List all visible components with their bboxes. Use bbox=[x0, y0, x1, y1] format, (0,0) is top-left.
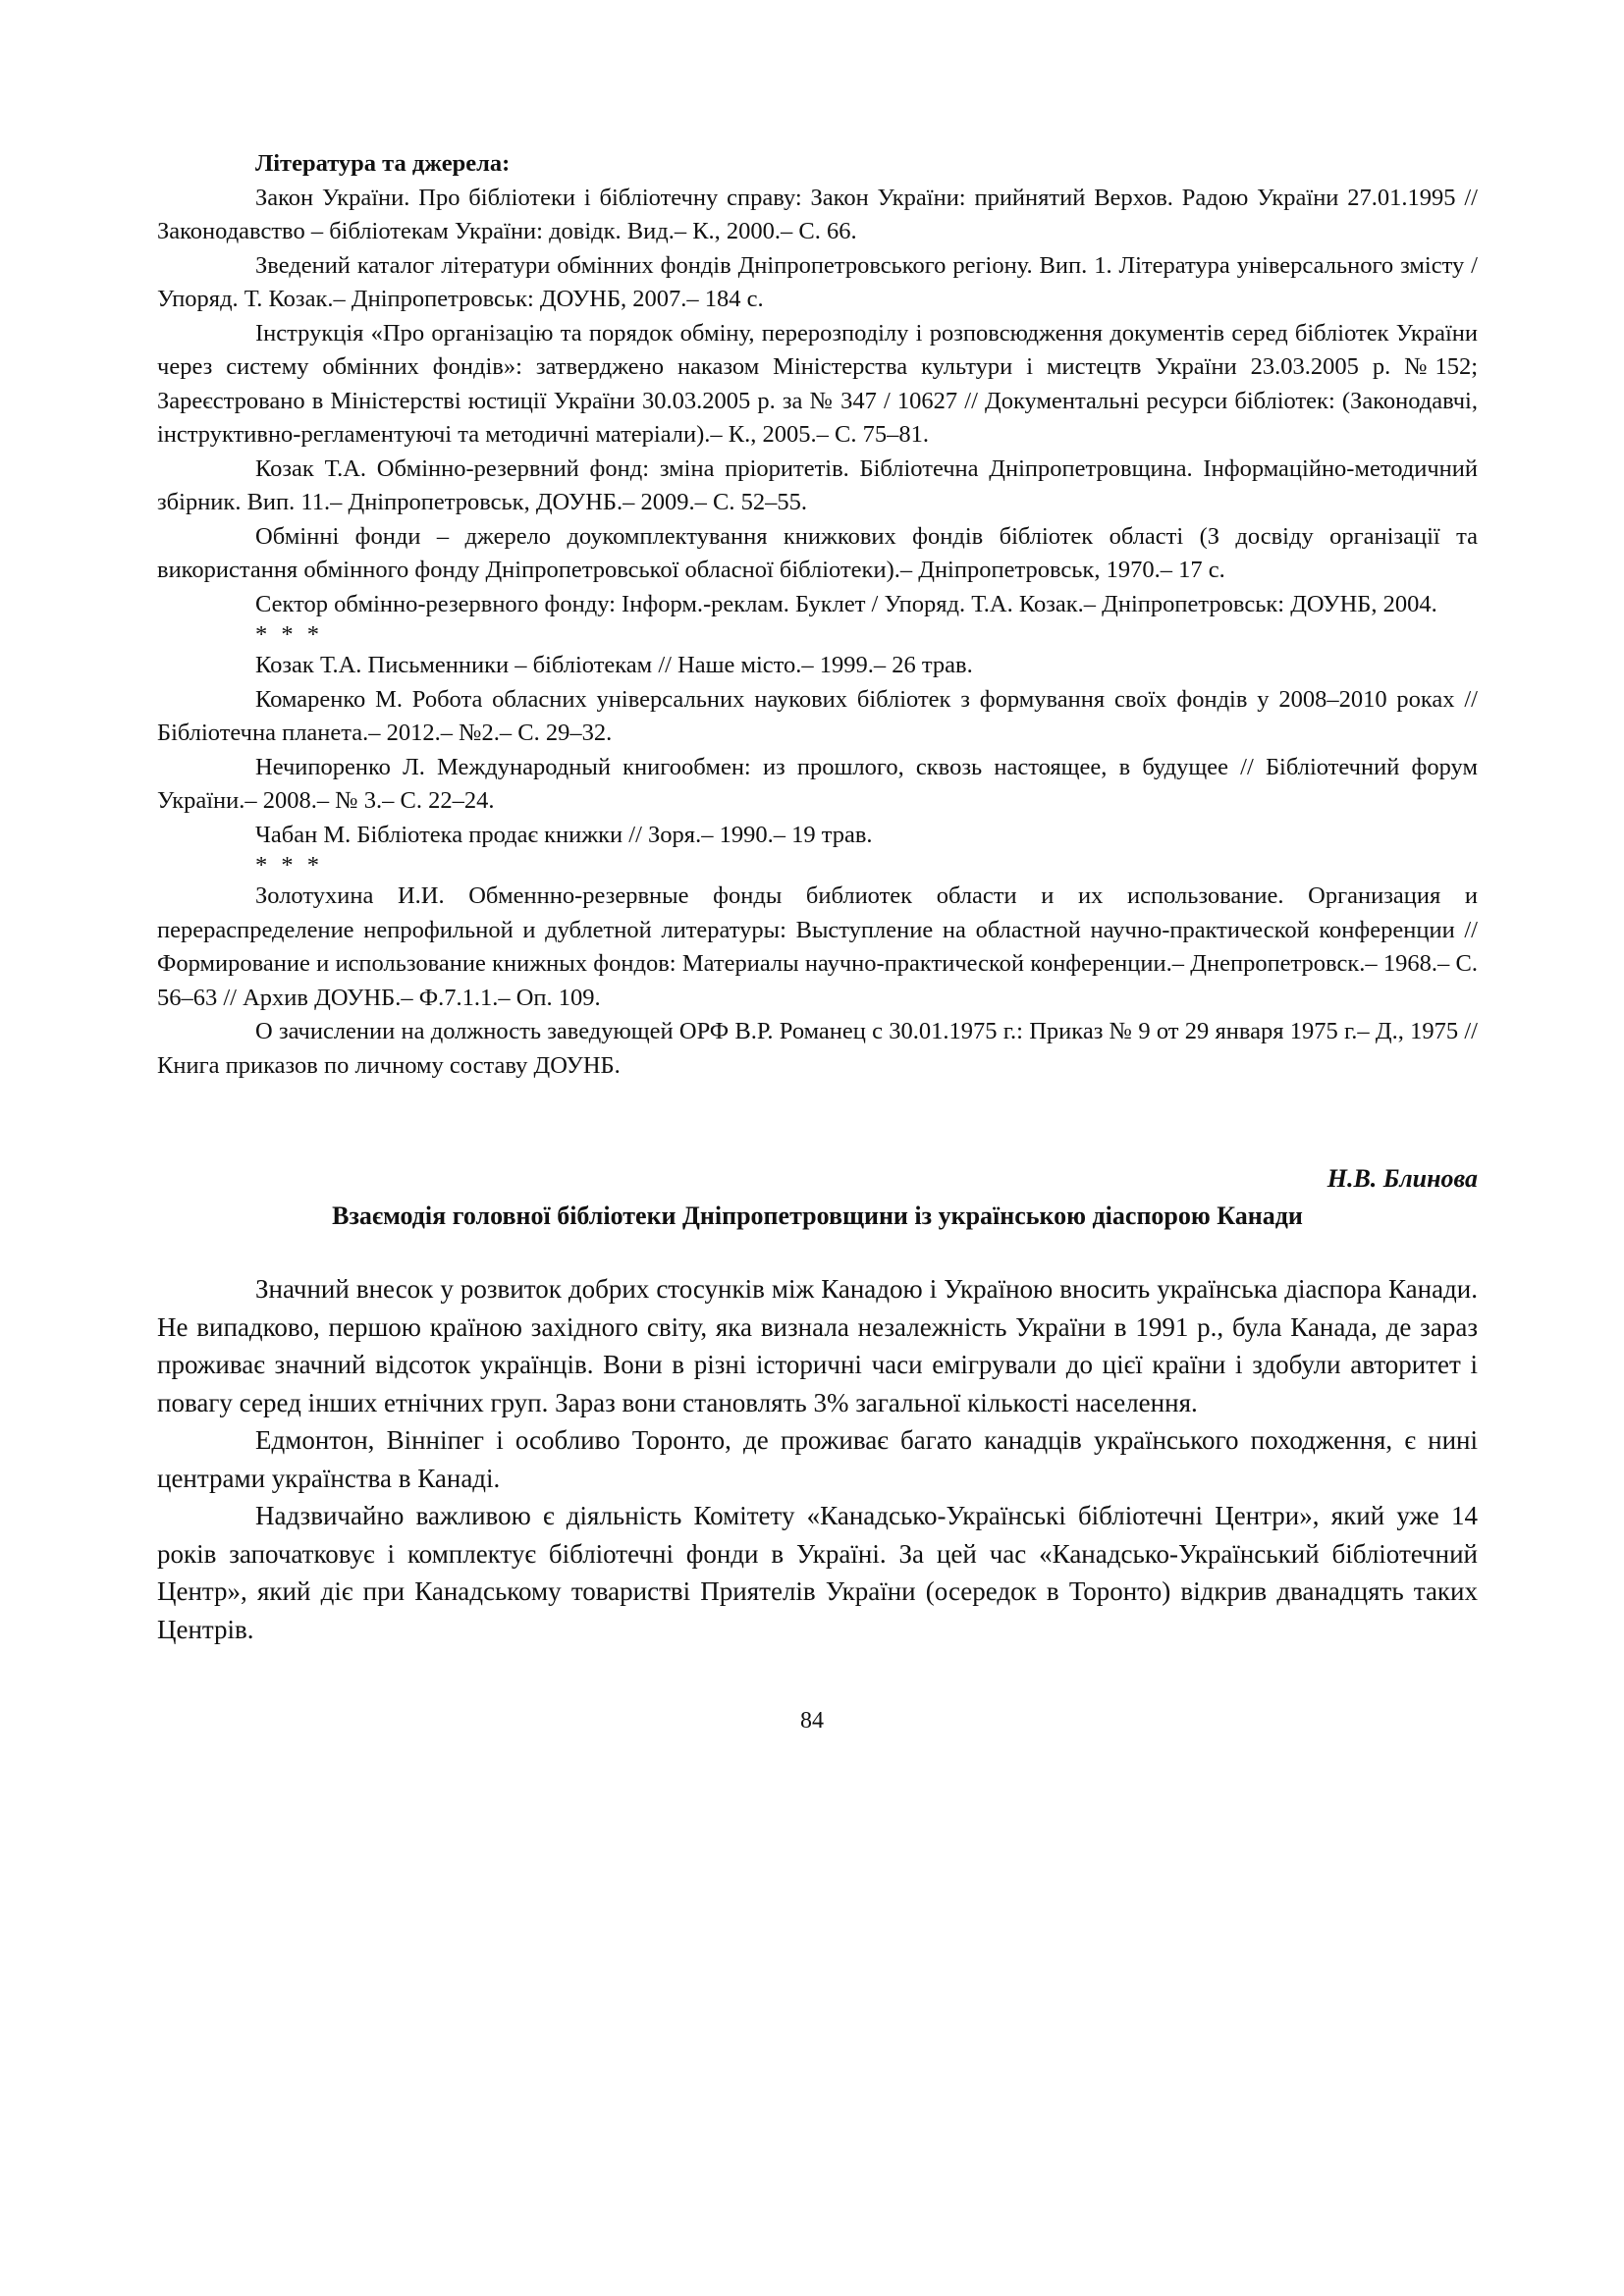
section-separator: * * * bbox=[255, 621, 323, 648]
reference-item: Золотухина И.И. Обменнно-резервные фонды библиотек области и их использование. Организация и перераспределение непрофильной и дублетной литературы: Выступление на областной научно-практической конференции // Формирование и использование книжных фондов: Материалы научно-практической конференции.– Днепропетровск.– 1968.– С. 56–63 // Архив ДОУНБ.– Ф.7.1.1.– Оп. 109. bbox=[157, 882, 1478, 1011]
reference-item: Сектор обмінно-резервного фонду: Інформ.-реклам. Буклет / Упоряд. Т.А. Козак.– Дніпропетровськ: ДОУНБ, 2004. bbox=[255, 590, 1437, 617]
article-body bbox=[157, 1270, 1478, 1648]
reference-item: Інструкція «Про організацію та порядок обміну, перерозподілу і розповсюдження документів серед бібліотек України через систему обмінних фондів»: затверджено наказом Міністерства культури і мистецтв України 23.03.2005 р. №152; Зареєстровано в Міністерстві юстиції України 30.03.2005 р. за № 347 / 10627 // Документальні ресурси бібліотек: (Законодавчі, інструктивно-регламентуючі та методичні матеріали).– К., 2005.– С. 75–81. bbox=[157, 319, 1478, 448]
reference-item: Комаренко М. Робота обласних універсальних наукових бібліотек з формування своїх фондів у 2008–2010 роках // Бібліотечна планета.– 2012.– №2.– С. 29–32. bbox=[157, 685, 1478, 746]
references-heading: Література та джерела: bbox=[255, 150, 511, 177]
article-author: Н.В. Блинова bbox=[1326, 1164, 1478, 1193]
body-paragraph: Надзвичайно важливою є діяльність Комітету «Канадсько-Українські бібліотечні Центри», який уже 14 років започатковує і комплектує бібліотечні фонди в Україні. За цей час «Канадсько-Український бібліотечний Центр», який діє при Канадському товаристві Приятелів України (осередок в Торонто) відкрив дванадцять таких Центрів. bbox=[157, 1501, 1478, 1644]
reference-item: Обмінні фонди – джерело доукомплектування книжкових фондів бібліотек області (З досвіду організації та використання обмінного фонду Дніпропетровської обласної бібліотеки).– Дніпропетровськ, 1970.– 17 с. bbox=[157, 522, 1478, 583]
reference-item: Козак Т.А. Обмінно-резервний фонд: зміна пріоритетів. Бібліотечна Дніпропетровщина. Інформаційно-методичний збірник. Вип. 11.– Дніпропетровськ, ДОУНБ.– 2009.– С. 52–55. bbox=[157, 454, 1478, 515]
article-section bbox=[157, 1160, 1478, 1648]
reference-item: О зачислении на должность заведующей ОРФ В.Р. Романец с 30.01.1975 г.: Приказ № 9 от 29 января 1975 г.– Д., 1975 // Книга приказов по личному составу ДОУНБ. bbox=[157, 1018, 1478, 1079]
reference-item: Нечипоренко Л. Международный книгообмен: из прошлого, сквозь настоящее, в будущее // Бібліотечний форум України.– 2008.– № 3.– С. 22–24. bbox=[157, 753, 1478, 814]
page-number: 84 bbox=[800, 1708, 824, 1734]
reference-item: Козак Т.А. Письменники – бібліотекам // Наше місто.– 1999.– 26 трав. bbox=[255, 652, 973, 678]
references-section bbox=[157, 147, 1478, 1083]
reference-item: Закон України. Про бібліотеки і бібліотечну справу: Закон України: прийнятий Верхов. Радою України 27.01.1995 // Законодавство – бібліотекам України: довідк. Вид.– К., 2000.– С. 66. bbox=[157, 184, 1478, 244]
body-paragraph: Значний внесок у розвиток добрих стосунків між Канадою і Україною вносить українська діаспора Канади. Не випадково, першою країною західного світу, яка визнала незалежність України в 1991 р., була Канада, де зараз проживає значний відсоток українців. Вони в різні історичні часи емігрували до цієї країни і здобули авторитет і повагу серед інших етнічних груп. Зараз вони становлять 3% загальної кількості населення. bbox=[157, 1274, 1478, 1417]
body-paragraph: Едмонтон, Вінніпег і особливо Торонто, де проживає багато канадців українського походження, є нині центрами українства в Канаді. bbox=[157, 1425, 1478, 1493]
reference-item: Зведений каталог літератури обмінних фондів Дніпропетровського регіону. Вип. 1. Література універсального змісту / Упоряд. Т. Козак.– Дніпропетровськ: ДОУНБ, 2007.– 184 с. bbox=[157, 251, 1478, 312]
section-separator: * * * bbox=[255, 852, 323, 879]
article-title: Взаємодія головної бібліотеки Дніпропетровщини із українською діаспорою Канади bbox=[332, 1201, 1303, 1230]
page-content bbox=[157, 147, 1478, 1644]
reference-item: Чабан М. Бібліотека продає книжки // Зоря.– 1990.– 19 трав. bbox=[255, 821, 873, 848]
